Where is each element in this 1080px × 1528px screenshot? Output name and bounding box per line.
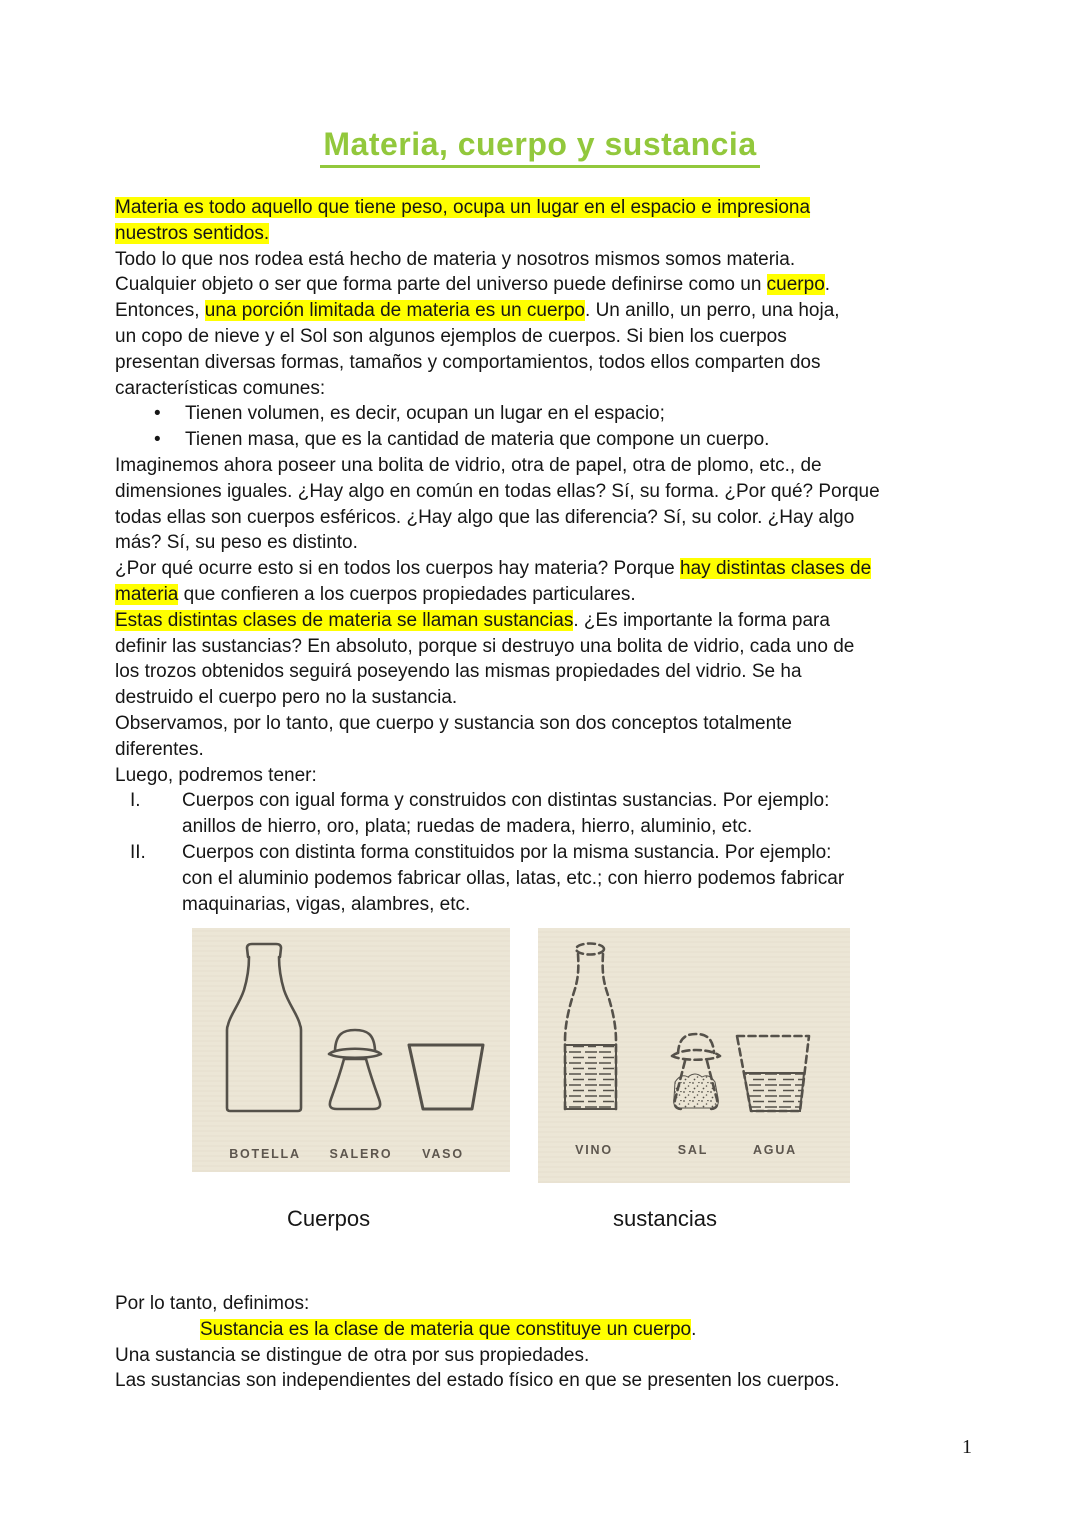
wine-liquid (565, 1045, 616, 1109)
bottle-outline (227, 957, 301, 1111)
text-line: maquinarias, vigas, alambres, etc. (182, 893, 471, 915)
bullet-item: • Tienen masa, que es la cantidad de materia que compone un cuerpo. (115, 427, 977, 453)
text-line: con el aluminio podemos fabricar ollas, latas, etc.; con hierro podemos fabricar (182, 867, 845, 889)
text-line: definir las sustancias? En absoluto, porque si destruyo una bolita de vidrio, cada uno de (115, 635, 855, 657)
text-line: Luego, podremos tener: (115, 764, 317, 786)
text-line: destruido el cuerpo pero no la sustancia. (115, 687, 458, 709)
text-line: Estas distintas clases de materia se llaman sustancias. ¿Es importante la forma para (115, 609, 830, 631)
text-line: todas ellas son cuerpos esféricos. ¿Hay algo que las diferencia? Sí, su color. ¿Hay algo (115, 506, 855, 528)
text-line: anillos de hierro, oro, plata; ruedas de madera, hierro, aluminio, etc. (182, 816, 753, 838)
highlighted-text: nuestros sentidos. (115, 222, 270, 244)
text-line: Sustancia es la clase de materia que constituye un cuerpo. (200, 1318, 697, 1340)
salt-fill (674, 1074, 719, 1108)
figure-label: BOTELLA (229, 1147, 301, 1161)
figure-label: SALERO (329, 1147, 393, 1161)
page-title-text: Materia, cuerpo y sustancia (320, 126, 759, 168)
text-line (115, 221, 977, 247)
text-line: diferentes. (115, 738, 204, 760)
bullet-item: • Tienen volumen, es decir, ocupan un lugar en el espacio; (115, 401, 977, 427)
highlighted-text: Materia es todo aquello que tiene peso, ocupa un lugar en el espacio e impresiona (115, 197, 811, 218)
figure-label: VASO (422, 1147, 464, 1161)
highlighted-text: una porción limitada de materia es un cuerpo (204, 300, 586, 322)
list-marker: I. (130, 790, 141, 812)
text-line: más? Sí, su peso es distinto. (115, 532, 358, 554)
text-line (115, 195, 977, 221)
highlighted-text: hay distintas clases de (680, 558, 872, 580)
text-line: materia que confieren a los cuerpos propiedades particulares. (115, 583, 636, 605)
caption-cuerpos: Cuerpos (287, 1206, 371, 1231)
text-line: Cualquier objeto o ser que forma parte del universo puede definirse como un cuerpo. (115, 274, 831, 296)
text-line: ¿Por qué ocurre esto si en todos los cuerpos hay materia? Porque hay distintas clases de (115, 558, 872, 580)
page-number: 1 (962, 1436, 972, 1458)
highlighted-text: cuerpo (766, 274, 825, 296)
highlighted-text: materia (115, 583, 179, 605)
text-line: Observamos, por lo tanto, que cuerpo y sustancia son dos conceptos totalmente (115, 712, 792, 734)
water-liquid (744, 1073, 804, 1111)
figure-sustancias (538, 928, 850, 1183)
text-line: Imaginemos ahora poseer una bolita de vidrio, otra de papel, otra de plomo, etc., de (115, 454, 822, 476)
text-line: los trozos obtenidos seguirá poseyendo las mismas propiedades del vidrio. Se ha (115, 661, 802, 683)
body-text (115, 195, 977, 917)
bottle-lip (247, 944, 281, 957)
cuerpos-drawing (192, 928, 510, 1172)
text-line: Por lo tanto, definimos: (115, 1293, 310, 1314)
glass-outline (409, 1045, 483, 1109)
text-line: presentan diversas formas, tamaños y comportamientos, todos ellos comparten dos (115, 351, 821, 373)
shaker-brim (329, 1049, 381, 1058)
shaker-cap (335, 1030, 375, 1050)
caption-sustancias: sustancias (613, 1206, 717, 1231)
text-line: Una sustancia se distingue de otra por sus propiedades. (115, 1344, 590, 1366)
highlighted-text: Estas distintas clases de materia se llaman sustancias (115, 609, 574, 631)
text-line: dimensiones iguales. ¿Hay algo en común en todas ellas? Sí, su forma. ¿Por qué? Porque (115, 480, 880, 502)
text-line: un copo de nieve y el Sol son algunos ejemplos de cuerpos. Si bien los cuerpos (115, 325, 787, 347)
roman-list-item: I. Cuerpos con igual forma y construidos con distintas sustancias. Por ejemplo: (115, 788, 977, 814)
bottle-lip (576, 944, 604, 955)
roman-list-item: II. Cuerpos con distinta forma constituidos por la misma sustancia. Por ejemplo: (115, 840, 977, 866)
bullet-icon: • (154, 429, 161, 451)
page-title (0, 126, 1080, 168)
figure-cuerpos (192, 928, 510, 1172)
bullet-icon: • (154, 403, 161, 425)
text-line: Todo lo que nos rodea está hecho de materia y nosotros mismos somos materia. (115, 248, 796, 270)
figure-label: VINO (575, 1143, 613, 1157)
text-line: características comunes: (115, 377, 326, 399)
shaker-body (330, 1059, 380, 1109)
list-marker: II. (130, 841, 146, 863)
text-line: Entonces, una porción limitada de materia es un cuerpo. Un anillo, un perro, una hoja, (115, 300, 840, 322)
text-line: Las sustancias son independientes del estado físico en que se presenten los cuerpos. (115, 1370, 840, 1392)
footer-text (115, 1291, 977, 1394)
figure-label: SAL (677, 1143, 709, 1157)
sustancias-drawing (538, 928, 850, 1183)
figure-label: AGUA (752, 1143, 798, 1157)
highlighted-text: Sustancia es la clase de materia que constituye un cuerpo (200, 1318, 692, 1340)
